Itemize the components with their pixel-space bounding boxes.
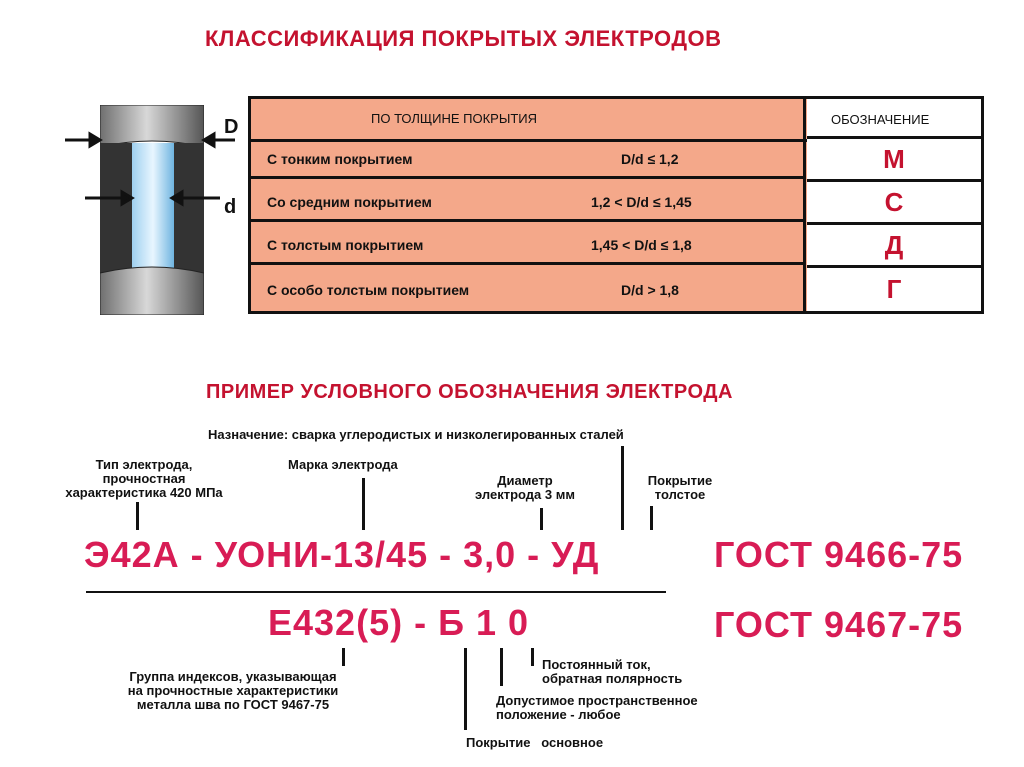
weld-metal-code: Е432(5) - Б 1 0	[268, 602, 529, 643]
brand-leader	[362, 478, 365, 530]
mark-cell: С	[807, 182, 981, 225]
coating-annotation	[630, 474, 730, 502]
row-ratio: 1,2 < D/d ≤ 1,45	[591, 194, 692, 210]
row-name: С тонким покрытием	[267, 151, 413, 167]
position-leader	[500, 648, 503, 686]
type-line-3: характеристика 420 МПа	[65, 485, 223, 500]
coating-leader	[650, 506, 653, 530]
current-line-2: обратная полярность	[542, 671, 683, 686]
mark-cell: Г	[807, 268, 981, 311]
current-line-1: Постоянный ток,	[542, 657, 651, 672]
row-ratio: D/d > 1,8	[621, 282, 679, 298]
position-line-2: положение - любое	[496, 707, 621, 722]
mark-cell: М	[807, 139, 981, 182]
dimension-arrows	[60, 120, 245, 220]
row-ratio: D/d ≤ 1,2	[621, 151, 679, 167]
separator-line	[86, 591, 666, 593]
purpose-annotation: Назначение: сварка углеродистых и низколегированных сталей	[208, 427, 624, 442]
example-heading: ПРИМЕР УСЛОВНОГО ОБОЗНАЧЕНИЯ ЭЛЕКТРОДА	[206, 381, 733, 403]
type-annotation	[64, 458, 224, 500]
position-line-1: Допустимое пространственное	[496, 693, 698, 708]
group-leader	[342, 648, 345, 666]
coating-classification-table	[248, 96, 984, 314]
coating-basic-annotation: Покрытие основное	[466, 735, 604, 750]
page-title: КЛАССИФИКАЦИЯ ПОКРЫТЫХ ЭЛЕКТРОДОВ	[205, 26, 722, 51]
header-designation: ОБОЗНАЧЕНИЕ	[831, 112, 930, 127]
outer-diameter-label: D	[224, 116, 239, 138]
table-row	[251, 182, 803, 222]
diameter-line-2: электрода 3 мм	[475, 487, 575, 502]
header-designation-cell	[807, 99, 981, 139]
purpose-leader	[621, 446, 624, 530]
current-leader	[531, 648, 534, 666]
diameter-leader	[540, 508, 543, 530]
header-coating-thickness: ПО ТОЛЩИНЕ ПОКРЫТИЯ	[371, 111, 538, 126]
row-name: С особо толстым покрытием	[267, 282, 470, 298]
group-line-1: Группа индексов, указывающая	[129, 669, 337, 684]
table-row	[251, 268, 803, 311]
row-ratio: 1,45 < D/d ≤ 1,8	[591, 237, 692, 253]
table-divider	[803, 99, 806, 311]
coating-line-2: толстое	[654, 487, 706, 502]
type-line-2: прочностная	[102, 471, 186, 486]
row-name: С толстым покрытием	[267, 237, 424, 253]
row-name: Со средним покрытием	[267, 194, 432, 210]
mark-cell: Д	[807, 225, 981, 268]
group-line-2: на прочностные характеристики	[127, 683, 339, 698]
group-annotation	[88, 670, 378, 712]
group-line-3: металла шва по ГОСТ 9467-75	[136, 697, 330, 712]
coating-basic-leader	[464, 648, 467, 730]
diameter-line-1: Диаметр	[497, 473, 553, 488]
position-annotation	[496, 694, 698, 722]
table-row	[251, 225, 803, 265]
gost-9467: ГОСТ 9467-75	[714, 604, 964, 645]
table-row	[251, 139, 803, 179]
coating-line-1: Покрытие	[647, 473, 713, 488]
type-leader	[136, 502, 139, 530]
brand-annotation: Марка электрода	[288, 457, 398, 472]
diameter-annotation	[460, 474, 590, 502]
gost-9466: ГОСТ 9466-75	[714, 534, 964, 575]
electrode-code: Э42А - УОНИ-13/45 - 3,0 - УД	[84, 534, 600, 575]
electrode-coating-bottom	[100, 267, 204, 315]
inner-diameter-label: d	[224, 196, 237, 218]
current-annotation	[542, 658, 682, 686]
type-line-1: Тип электрода,	[95, 457, 193, 472]
